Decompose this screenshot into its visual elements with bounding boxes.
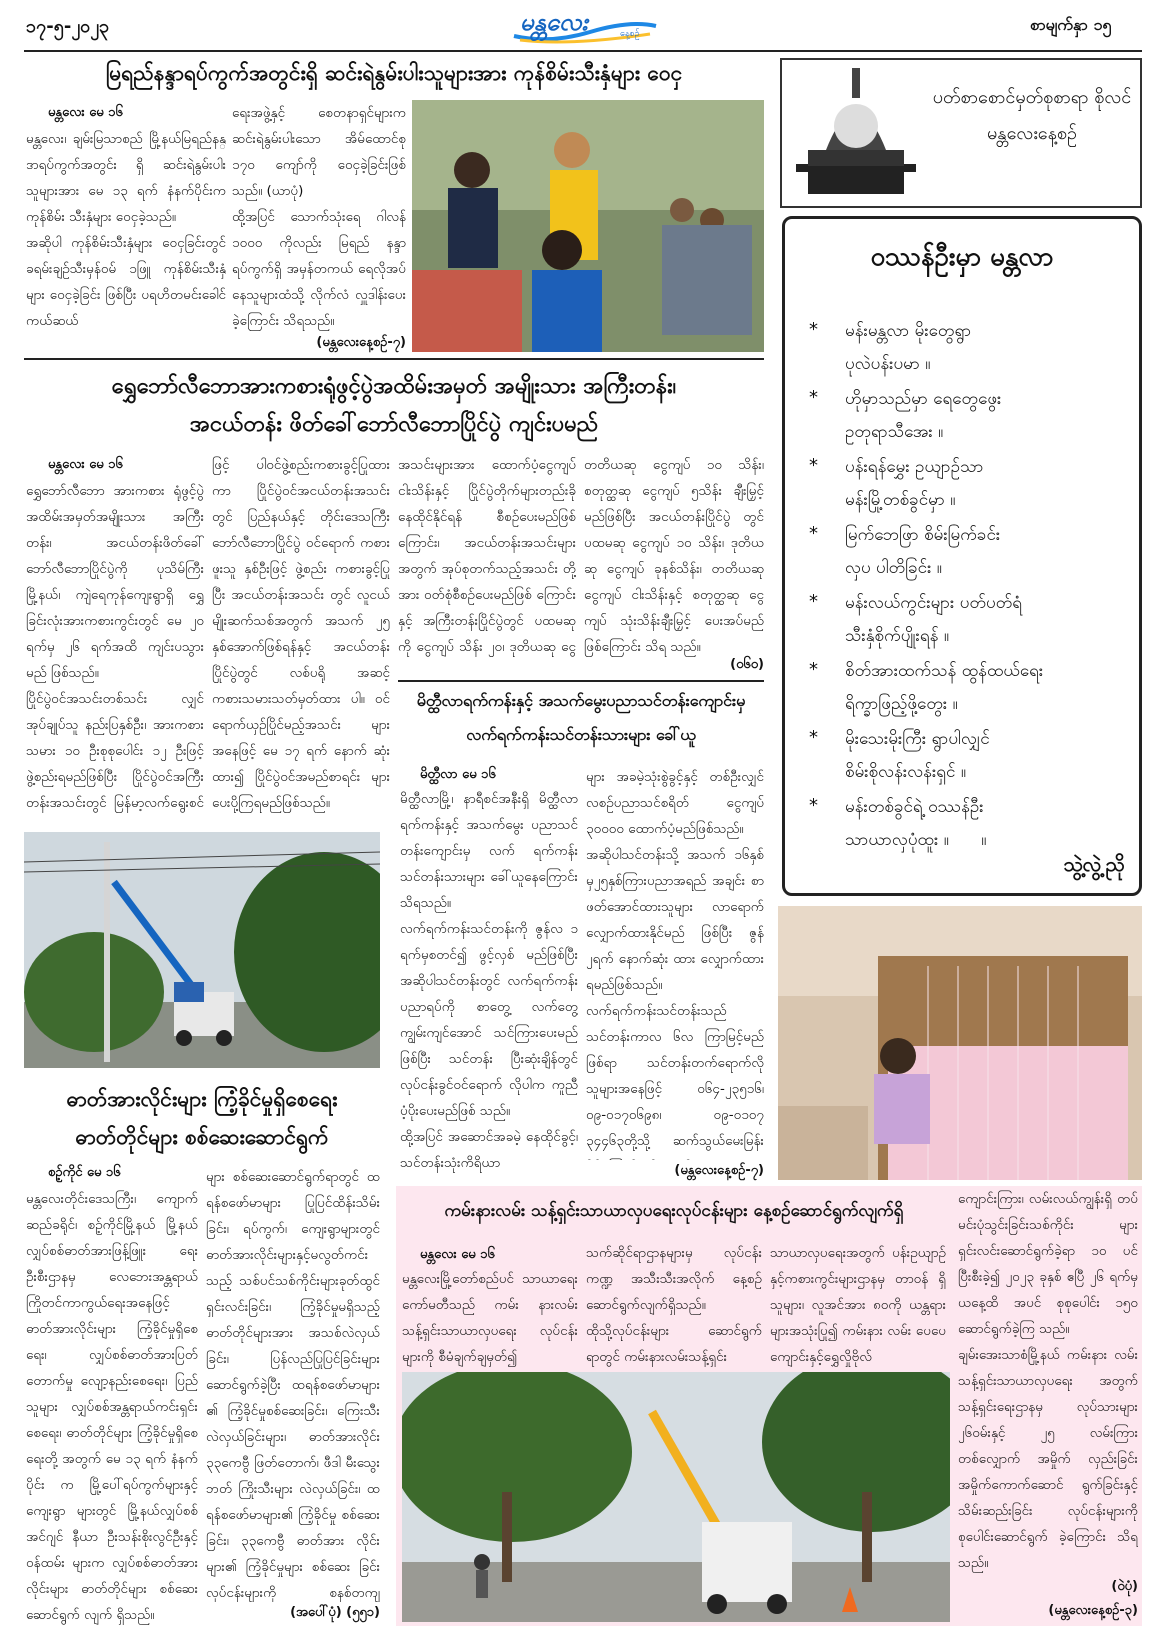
page-number: စာမျက်နှာ ၁၅ bbox=[1030, 15, 1112, 34]
poem-line: မန်းတစ်ခွင်ရဲ့ ဝဿန်ဦး bbox=[845, 797, 984, 817]
header-rule bbox=[24, 50, 1142, 52]
bullet-star-icon: * bbox=[809, 387, 818, 408]
poem-banner bbox=[780, 58, 1142, 208]
article5-photo bbox=[402, 1372, 950, 1622]
article1-column-2: ရေးအဖွဲ့နှင့် စေတနာရှင်များက ဆင်းရဲနွမ်းပါးသော အိမ်ထောင်စု ၁၇၀ ကျော်ကို ဝေငှခဲ့ခြင်းဖြစ် သည်။ (ယာပုံ) ထို့အပြင် သောက်သုံးရေ ဂါလန် ၁၀၀၀ ကိုလည်း မြရည် နန္ဒာရပ်ကွက်ရှိ အမှန်တကယ် ရေလိုအပ်နေသူများထံသို့ လိုက်လံ လှူဒါန်းပေးခဲ့ကြောင်း သိရသည်။ bbox=[232, 105, 406, 329]
poem-stanza bbox=[809, 451, 1129, 519]
article4-photo bbox=[24, 832, 380, 1068]
poem-stanza bbox=[809, 723, 1129, 791]
bullet-star-icon: * bbox=[809, 727, 818, 748]
article1-headline: မြရည်နန္ဒာရပ်ကွက်အတွင်းရှိ ဆင်းရဲနွမ်းပါးသူများအား ကုန်စိမ်းသီးနှံများ ဝေငှ bbox=[105, 61, 683, 85]
bullet-star-icon: * bbox=[809, 319, 818, 340]
poem-line: ပုလဲပန်းပမာ ။ bbox=[845, 354, 931, 374]
article1-column-1: မန္တလေး၊ ချမ်းမြသာစည် မြို့နယ်မြရည်နန္ဒာရပ်ကွက်အတွင်း ရှိ ဆင်းရဲနွမ်းပါးသူများအား မေ ၁၃ ရက် နံနက်ပိုင်းက ကုန်စိမ်း သီးနှံများ ဝေငှခဲ့သည်။ အဆိုပါ ကုန်စိမ်းသီးနှံများ ဝေငှခြင်းတွင် ခရမ်းချဉ်သီးမှန်ဝမ် ၁ဖြူ ကုန်စိမ်းသီးနှံများ ဝေငှခဲ့ခြင်း ဖြစ်ပြီး ပရဟိတမင်းခေါင်ကယ်ဆယ် bbox=[26, 131, 226, 329]
poem-title: ဝဿန်ဦးမှာ မန္တလာ bbox=[870, 242, 1054, 272]
utility-pole-photo-icon bbox=[24, 832, 380, 1068]
article3-column-2: များ အခမဲ့သုံးစွဲခွင့်နှင့် တစ်ဦးလျှင် လစဉ်ပညာသင်စရိတ် ငွေကျပ် ၃၀၀၀၀ ထောက်ပံ့မည်ဖြစ်သည်။ အဆိုပါသင်တန်းသို့ အသက် ၁၆နှစ်မှ၂၅နှစ်ကြားပညာအရည် အချင်း စာဖတ်အောင်ထားသူများ လာရောက်လျှောက်ထားနိုင်မည် ဖြစ်ပြီး ဇွန် ၂ရက် နောက်ဆုံး ထား လျှောက်ထားရမည်ဖြစ်သည်။ လက်ရက်ကန်းသင်တန်းသည် သင်တန်းကာလ ၆လ ကြာမြင့်မည် ဖြစ်ရာ သင်တန်းတက်ရောက်လို သူများအနေဖြင့် ၀၆၄-၂၃၅၁၆၊ ၀၉-၀၁၇၀၆၉၈၊ ၀၉-၀၁၀၇ ၃၄၄၆၃တို့သို့ ဆက်သွယ်မေးမြန်း bbox=[586, 769, 764, 1149]
article5-headline: ကမ်းနားလမ်း သန့်ရှင်းသာယာလှပရေးလုပ်ငန်းများ နေ့စဉ်ဆောင်ရွက်လျက်ရှိ bbox=[444, 1201, 904, 1221]
article5-dateline: မန္တလေး မေ ၁၆ bbox=[420, 1247, 495, 1262]
article2-column-4: တတိယဆု ငွေကျပ် ၁၀ သိန်း၊ စတုတ္ထဆု ငွေကျပ် ၅သိန်း ချီးမြှင့် မည်ဖြစ်ပြီး အငယ်တန်းပြိုင်ပွဲ တွင် ပထမဆု ငွေကျပ် ၁၀ သိန်း၊ ဒုတိယဆု ငွေကျပ် ခုနစ်သိန်း၊ တတိယဆု ငွေကျပ် ငါးသိန်းနှင့် စတုတ္ထဆု ငွေကျပ် သုံးသိန်းချီးမြှင့် ပေးအပ်မည်ဖြစ်ကြောင်း သိရ သည်။ bbox=[584, 457, 764, 655]
article2-source: (၀၆၀) bbox=[730, 657, 764, 672]
poem-stanza bbox=[809, 587, 1129, 655]
poem-line: သီးနှံစိုက်ပျိုးရန် ။ bbox=[845, 626, 949, 646]
poem-banner-text: ပတ်စာစောင်မှတ်စုစာရာ စိုလင် မန္တလေးနေ့စဉ် bbox=[932, 87, 1132, 144]
article5-column-3: သာယာလှပရေးအတွက် ပန်းဥယျာဉ် နှင့်ကစားကွင်းများဌာနမှ တာဝန် ရှိသူများ၊ လူအင်အား ၈၀ကို ယန္တရားများအသုံးပြု၍ ကမ်းနား လမ်း ပေပေကျောင်းနှင့်ရွှေလှိုဗိုလ် bbox=[770, 1245, 946, 1365]
masthead-title: မန္တလေး bbox=[520, 8, 588, 36]
article4-source: (အပေါ်ပုံ) (၅၅၁) bbox=[290, 1605, 380, 1620]
article2-headline: ရွှေဘော်လီဘောအားကစားရုံဖွင့်ပွဲအထိမ်းအမှတ် အမျိုးသား အကြီးတန်း၊ အငယ်တန်း ဖိတ်ခေါ်ဘော်လီဘောပြိုင်ပွဲ ကျင်းပမည် bbox=[111, 374, 677, 437]
article4-dateline: စဉ့်ကိုင် မေ ၁၆ bbox=[48, 1165, 121, 1180]
loom-weaving-photo-icon bbox=[778, 906, 1142, 1180]
article3-column-1: မိတ္ထီလာမြို့၊ နာရီစင်အနီးရှိ မိတ္ထီလာရက်ကန်းနှင့် အသက်မွေး ပညာသင်တန်းကျောင်းမှ လက် ရက်ကန်း သင်တန်းသားများ ခေါ်ယူနေကြောင်း သိရသည်။ လက်ရက်ကန်းသင်တန်းကို ဇွန်လ ၁ ရက်မှစတင်၍ ဖွင့်လှစ် မည်ဖြစ်ပြီး အဆိုပါသင်တန်းတွင် လက်ရက်ကန်းပညာရပ်ကို စာတွေ့ လက်တွေ့ ကျွမ်းကျင်အောင် သင်ကြားပေးမည်ဖြစ်ပြီး သင်တန်း ပြီးဆုံးချိန်တွင် လုပ်ငန်းခွင်ဝင်ရောက် လိုပါက ကူညီပံ့ပိုးပေးမည်ဖြစ် သည်။ ထို့အပြင် အဆောင်အခမဲ့ နေထိုင်ခွင့်၊ သင်တန်းသုံးကိရိယာ bbox=[400, 791, 578, 1171]
tree-trimming-photo-icon bbox=[402, 1372, 950, 1622]
poem-line: ဟိုမှာသည်မှာ ရေတွေဖွေး bbox=[845, 389, 1002, 409]
article3-headline: မိတ္ထီလာရက်ကန်းနှင့် အသက်မွေးပညာသင်တန်းကျောင်းမှ လက်ရက်ကန်းသင်တန်းသားများ ခေါ်ယူ bbox=[416, 691, 746, 744]
poem-stanza bbox=[809, 519, 1129, 587]
bullet-star-icon: * bbox=[809, 591, 818, 612]
poem-line: မန်းမြို့တစ်ခွင်မှာ ။ bbox=[845, 490, 956, 510]
poem-line: မန်းမန္တလာ မိုးတွေရွာ bbox=[845, 321, 972, 341]
article4-headline: ဓာတ်အားလိုင်းများ ကြံ့ခိုင်မှုရှိစေရေး ဓာတ်တိုင်များ စစ်ဆေးဆောင်ရွက် bbox=[66, 1087, 338, 1149]
bullet-star-icon: * bbox=[809, 523, 818, 544]
article5-column-2: သက်ဆိုင်ရာဌာနများမှ လုပ်ငန်း ကဏ္ဍ အသီးသီးအလိုက် နေ့စဉ် ဆောင်ရွက်လျက်ရှိသည်။ ထိုသို့လုပ်ငန်းများ ဆောင်ရွက် ရာတွင် ကမ်းနားလမ်းသန့်ရှင်း bbox=[586, 1245, 762, 1365]
poem-line: ဥတုရာသီအေး ။ bbox=[845, 422, 944, 442]
food-distribution-photo-icon bbox=[412, 100, 764, 352]
bullet-star-icon: * bbox=[809, 795, 818, 816]
poem-box bbox=[782, 216, 1142, 896]
pagoda-emblem-icon bbox=[786, 64, 926, 204]
poem-stanza bbox=[809, 383, 1129, 451]
article4-column-1: မန္တလေးတိုင်းဒေသကြီး၊ ကျောက်ဆည်ခရိုင်၊ စဉ့်ကိုင်မြို့နယ် မြို့နယ် လျှပ်စစ်ဓာတ်အားဖြန့်ဖြူး ရေးဦးစီးဌာနမှ လေဘေးအန္တရာယ် ကြိုတင်ကာကွယ်ရေးအနေဖြင့် ဓာတ်အားလိုင်းများ ကြံ့ခိုင်မှုရှိစေရေး၊ လျှပ်စစ်ဓာတ်အားပြတ်တောက်မှု လျော့နည်းစေရေး၊ ပြည်သူများ လျှပ်စစ်အန္တရာယ်ကင်းရှင်းစေရေး၊ ဓာတ်တိုင်များ ကြံ့ခိုင်မှုရှိစေရေးတို့ အတွက် မေ ၁၃ ရက် နံနက်ပိုင်း က မြို့ပေါ်ရပ်ကွက်များနှင့် ကျေးရွာ များတွင် မြို့နယ်လျှပ်စစ် အင်ဂျင် နီယာ ဦးသန်းစိုးလွင်ဦးနှင့် ဝန်ထမ်း များက လျှပ်စစ်ဓာတ်အားလိုင်းများ ဓာတ်တိုင်များ စစ်ဆေးဆောင်ရွက် လျက် ရှိသည်။ bbox=[26, 1191, 198, 1623]
article3-source: (မန္တလေးနေ့စဉ်-၇) bbox=[674, 1163, 764, 1178]
poem-line: ရိက္ခာဖြည့်ဖို့တွေး ။ bbox=[845, 694, 958, 714]
poem-line: သာယာလှပုံထူး ။ ။ bbox=[845, 830, 987, 850]
article4-column-2: များ စစ်ဆေးဆောင်ရွက်ရာတွင် ထရန်စဖော်မာများ ပြုပြင်ထိန်းသိမ်း ခြင်း၊ ရပ်ကွက်၊ ကျေးရွာများတွင် ဓာတ်အားလိုင်းများနှင့်မလွတ်ကင်း သည့် သစ်ပင်သစ်ကိုင်းများခုတ်ထွင် ရှင်းလင်းခြင်း၊ ကြံ့ခိုင်မှုမရှိသည့် ဓာတ်တိုင်များအား အသစ်လဲလှယ် ခြင်း၊ ပြန်လည်ပြုပြင်ခြင်းများ ဆောင်ရွက်ခဲ့ပြီး ထရန်စဖော်မာများ ၏ ကြံ့ခိုင်မှုစစ်ဆေးခြင်း၊ ကြေးသီး လဲလှယ်ခြင်းများ၊ ဓာတ်အားလိုင်း ၃၃ကေဗွီ ဖြတ်တောက်၊ ဖီဒါ မီးသွေးဘတ် ကြိုးသီးများ လဲလှယ်ခြင်း၊ ထရန်စဖော်မာများ၏ ကြံ့ခိုင်မှု စစ်ဆေးခြင်း၊ ၃၃ကေဗွီ ဓာတ်အား လိုင်းများ၏ ကြံ့ခိုင်မှုများ စစ်ဆေး ခြင်းလုပ်ငန်းများကို စနစ်တကျ bbox=[206, 1169, 380, 1601]
poem-line: မန်းလယ်ကွင်းများ ပတ်ပတ်ရံ bbox=[845, 593, 1023, 613]
page-header bbox=[0, 0, 1164, 52]
header-date: ၁၇-၅-၂၀၂၃ bbox=[26, 16, 110, 37]
article2-top-rule bbox=[24, 358, 764, 360]
poem-stanza bbox=[809, 315, 1129, 383]
article5-column-4: ကျောင်းကြား၊ လမ်းလယ်ကျွန်းရှိ တပ်မင်းပုံသွင်းခြင်းသစ်ကိုင်း များ ရှင်းလင်းဆောင်ရွက်ခဲ့ရာ ၁၀ ပင် ပြီးစီးခဲ့၍ ၂၀၂၃ ခုနှစ် ဧပြီ ၂၆ ရက်မှ ယနေ့ထိ အပင် စုစုပေါင်း ၁၅၀ ဆောင်ရွက်ခဲ့ကြ သည်။ ချမ်းအေးသာစံမြို့နယ် ကမ်းနား လမ်း သန့်ရှင်းသာယာလှပရေး အတွက် သန့်ရှင်းရေးဌာနမှ လုပ်သားများ ၂၆ဝမ်းနှင့် ၂၅ လမ်းကြားတစ်လျှောက် အမှိုက် လှည်းခြင်းအမှိုက်ကောက်ဆောင် ရွက်ခြင်းနှင့် သိမ်းဆည်းခြင်း လုပ်ငန်းများကို စုပေါင်းဆောင်ရွက် ခဲ့ကြောင်း သိရသည်။ bbox=[958, 1191, 1138, 1571]
article1-source: (မန္တလေးနေ့စဉ်-၇) bbox=[316, 335, 406, 350]
article3-photo bbox=[778, 906, 1142, 1180]
article3-dateline: မိတ္ထီလာ မေ ၁၆ bbox=[420, 767, 496, 782]
poem-author: သွဲ့လွဲ့ညို bbox=[1063, 852, 1125, 876]
bullet-star-icon: * bbox=[809, 455, 818, 476]
poem-body bbox=[809, 315, 1129, 859]
article5-source: (မန္တလေးနေ့စဉ်-၃) bbox=[1048, 1603, 1138, 1618]
poem-stanza bbox=[809, 655, 1129, 723]
poem-stanza bbox=[809, 791, 1129, 859]
bullet-star-icon: * bbox=[809, 659, 818, 680]
poem-line: လှပ ပါတိခြင်း ။ bbox=[845, 558, 942, 578]
article2-column-1: ရွှေဘော်လီဘော အားကစား ရုံဖွင့်ပွဲ အထိမ်းအမှတ်အမျိုးသား အကြီးတန်း၊ အငယ်တန်းဖိတ်ခေါ် ဘော်လီဘောပြိုင်ပွဲကို ပုသိမ်ကြီး မြို့နယ်၊ ကျဲရေကုန်ကျေးရွာရှိ ရွှေခြင်းလုံးအားကစားကွင်းတွင် မေ ၂၀ ရက်မှ ၂၆ ရက်အထိ ကျင်းပသွားမည် ဖြစ်သည်။ ပြိုင်ပွဲဝင်အသင်းတစ်သင်း လျှင် အုပ်ချုပ်သူ နည်းပြနှစ်ဦး၊ အားကစားသမား ၁၀ ဦးစုစုပေါင်း ၁၂ ဦးဖြင့် ဖွဲ့စည်းရမည်ဖြစ်ပြီး ပြိုင်ပွဲဝင်အကြီးတန်းအသင်းတွင် မြန်မာ့လက်ရွေးစင် bbox=[26, 483, 204, 811]
article1-dateline: မန္တလေး မေ ၁၆ bbox=[48, 105, 123, 120]
poem-line: စိမ်းစိုလန်းလန်းရှင် ။ bbox=[845, 762, 967, 782]
article2-column-2: ဖြင့် ပါဝင်ဖွဲ့စည်းကစားခွင့်ပြုထား ကာ ပြိုင်ပွဲဝင်အငယ်တန်းအသင်း တွင် ပြည်နယ်နှင့် တိုင်းဒေသကြီး ဘော်လီဘောပြိုင်ပွဲ ဝင်ရောက် ကစားဖူးသူ နှစ်ဦးဖြင့် ဖွဲ့စည်း ကစားခွင့်ပြုပြီး အငယ်တန်းအသင်း တွင် လူငယ်မျိုးဆက်သစ်အတွက် အသက် ၂၅ နှစ်အောက်ဖြစ်ရန်နှင့် အငယ်တန်းပြိုင်ပွဲတွင် လစ်ပရို အဆင့် ကစားသမားသတ်မှတ်ထား ပါ။ ဝင်ရောက်ယှဉ်ပြိုင်မည့်အသင်း များအနေဖြင့် မေ ၁၇ ရက် နောက် ဆုံးထား၍ ပြိုင်ပွဲဝင်အမည်စာရင်း များ ပေးပို့ကြရမည်ဖြစ်သည်။ bbox=[212, 457, 390, 811]
article1-photo bbox=[412, 100, 764, 352]
masthead-subtitle: နေ့စဉ် bbox=[620, 29, 640, 39]
article5-credit: (ဝဲပုံ) bbox=[1111, 1579, 1138, 1594]
poem-line: မြက်ဘေဖြာ စိမ်းမြက်ခင်း bbox=[845, 525, 1001, 545]
poem-line: စိတ်အားထက်သန် ထွန်ထယ်ရေး bbox=[845, 661, 1044, 681]
poem-line: မိုးသေးမိုးကြီး ရွာပါလျှင် bbox=[845, 729, 990, 749]
article5-column-1: မန္တလေးမြို့တော်စည်ပင် သာယာရေးကော်မတီသည် ကမ်း နားလမ်း သန့်ရှင်းသာယာလှပရေး လုပ်ငန်းများကို စီမံချက်ချမှတ်၍ bbox=[402, 1271, 578, 1365]
poem-line: ပန်းရန်မွှေး ဥယျာဉ်သာ bbox=[845, 457, 984, 477]
article2-dateline: မန္တလေး မေ ၁၆ bbox=[48, 457, 123, 472]
article3-top-rule bbox=[398, 680, 764, 682]
masthead-logo bbox=[510, 6, 660, 46]
article2-column-3: အသင်းများအား ထောက်ပံ့ငွေကျပ် ငါးသိန်းနှင့် ပြိုင်ပွဲတိုက်များတည်းခို နေထိုင်နိုင်ရန် စီစဉ်ပေးမည်ဖြစ် ကြောင်း၊ အငယ်တန်းအသင်းများ အတွက် အုပ်စုတက်သည့်အသင်း တို့အား ဝတ်စုံစီစဉ်ပေးမည်ဖြစ် ကြောင်းနှင့် အကြီးတန်းပြိုင်ပွဲတွင် ပထမဆုကို ငွေကျပ် သိန်း ၂၀၊ ဒုတိယဆု ငွေ bbox=[398, 457, 576, 655]
